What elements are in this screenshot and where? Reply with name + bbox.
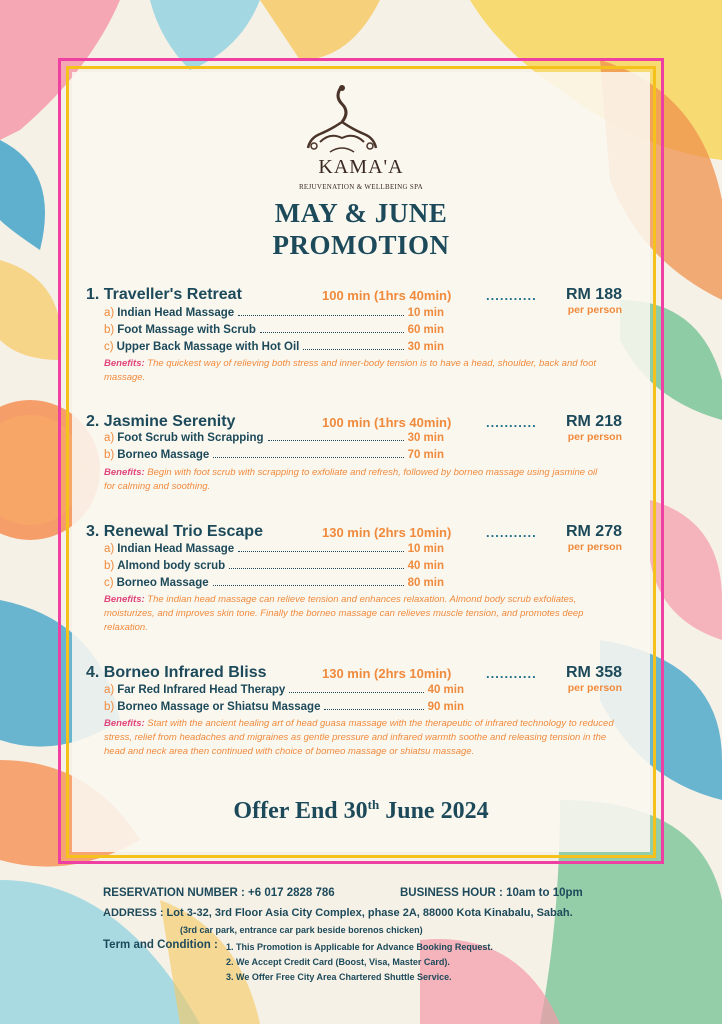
- benefits-text: Benefits: The indian head massage can relieve tension and enhances relaxation. Almond body scrub exfoliates, moisturizes, and improves skin tone. Finally the borneo massage can relieves muscle tension, and promotes deep relaxation.: [104, 594, 584, 633]
- package-per-person: per person: [567, 682, 622, 694]
- package-name: 1. Traveller's Retreat: [86, 286, 242, 303]
- package-card: [86, 664, 626, 794]
- treatment-item: a) Indian Head Massage 10 min: [104, 307, 444, 319]
- treatment-item: b) Borneo Massage or Shiatsu Massage 90 min: [104, 701, 464, 713]
- package-per-person: per person: [567, 304, 622, 316]
- price-leader: ...........: [486, 525, 537, 540]
- package-price: RM 218: [565, 413, 622, 430]
- treatment-item: a) Far Red Infrared Head Therapy 40 min: [104, 684, 464, 696]
- package-name: 2. Jasmine Serenity: [86, 413, 236, 430]
- package-duration: 100 min (1hrs 40min): [322, 288, 452, 303]
- treatment-item: b) Foot Massage with Scrub 60 min: [104, 324, 444, 336]
- package-name: 4. Borneo Infrared Bliss: [86, 664, 267, 681]
- brand-tagline: REJUVENATION & WELLBEING SPA: [298, 183, 424, 191]
- price-leader: ...........: [486, 415, 537, 430]
- package-per-person: per person: [567, 541, 622, 553]
- terms-item: 1. This Promotion is Applicable for Advance Booking Request.: [226, 942, 493, 952]
- price-leader: ...........: [486, 288, 537, 303]
- business-hours: BUSINESS HOUR : 10am to 10pm: [400, 887, 583, 899]
- package-price: RM 278: [565, 523, 622, 540]
- package-price: RM 188: [565, 286, 622, 303]
- package-card: [86, 286, 626, 416]
- leaf-decoration: [0, 260, 61, 360]
- package-price: RM 358: [565, 664, 622, 681]
- treatment-item: a) Foot Scrub with Scrapping 30 min: [104, 432, 444, 444]
- package-name: 3. Renewal Trio Escape: [86, 523, 263, 540]
- treatment-item: c) Borneo Massage 80 min: [104, 577, 444, 589]
- reservation-number: RESERVATION NUMBER : +6 017 2828 786: [103, 887, 335, 899]
- package-duration: 130 min (2hrs 10min): [322, 525, 452, 540]
- address: ADDRESS : Lot 3-32, 3rd Floor Asia City Complex, phase 2A, 88000 Kota Kinabalu, Sabah.: [103, 907, 573, 919]
- offer-end-date: Offer End 30th June 2024: [233, 797, 489, 824]
- leaf-decoration: [260, 0, 380, 60]
- treatment-item: b) Borneo Massage 70 min: [104, 449, 444, 461]
- treatment-item: a) Indian Head Massage 10 min: [104, 543, 444, 555]
- spa-logo-ornament: [300, 82, 384, 162]
- terms-item: 2. We Accept Credit Card (Boost, Visa, Master Card).: [226, 957, 450, 967]
- package-per-person: per person: [567, 431, 622, 443]
- price-leader: ...........: [486, 666, 537, 681]
- terms-label: Term and Condition :: [103, 939, 218, 951]
- address-note: (3rd car park, entrance car park beside borenos chicken): [180, 925, 423, 935]
- promo-title-line1: MAY & JUNE: [274, 198, 448, 228]
- benefits-text: Benefits: The quickest way of relieving both stress and inner-body tension is to have a head, shoulder, back and foot massage.: [104, 358, 597, 383]
- benefits-text: Benefits: Start with the ancient healing art of head guasa massage with the therapeutic of infrared technology to reduced stress, relief from headaches and migraines as gentle pressure and infrared warmth soothe and releasing tension in the head and neck area then continued with choice of borneo massage or shiatsu massage.: [104, 718, 614, 757]
- brand-name: KAMA'A: [318, 156, 404, 178]
- package-duration: 130 min (2hrs 10min): [322, 666, 452, 681]
- terms-item: 3. We Offer Free City Area Chartered Shuttle Service.: [226, 972, 452, 982]
- promo-title-line2: PROMOTION: [272, 230, 450, 260]
- benefits-text: Benefits: Begin with foot scrub with scrapping to exfoliate and refresh, followed by borneo massage using jasmine oil for calming and soothing.: [104, 467, 598, 492]
- treatment-item: b) Almond body scrub 40 min: [104, 560, 444, 572]
- package-duration: 100 min (1hrs 40min): [322, 415, 452, 430]
- package-card: [86, 523, 626, 653]
- treatment-item: c) Upper Back Massage with Hot Oil 30 min: [104, 341, 444, 353]
